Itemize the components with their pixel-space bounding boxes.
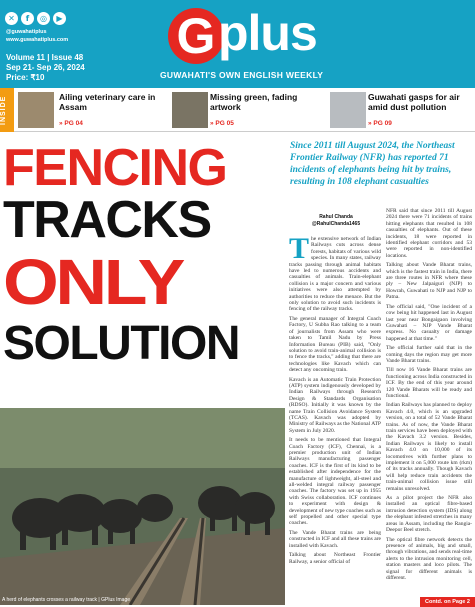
byline: [291, 214, 381, 228]
logo-g-circle: G: [168, 8, 224, 64]
inside-item-pollution[interactable]: [330, 92, 475, 128]
paragraph: The Vande Bharat trains are being constructed in ICF and all these trains are installed with Kavach.: [289, 529, 381, 549]
headline-only: ONLY: [3, 246, 183, 318]
teaser-thumbnail: [330, 92, 366, 128]
youtube-icon[interactable]: ▶: [53, 12, 66, 25]
teaser-page: » PG 05: [210, 120, 234, 127]
photo-caption: A herd of elephants crosses a railway track | GPlus Image: [2, 597, 131, 603]
logo-wordmark: plus: [218, 5, 317, 61]
inside-item-artwork[interactable]: [172, 92, 322, 128]
drop-cap: T: [289, 232, 310, 265]
issue-dates: Sep 21- Sep 26, 2024: [6, 63, 85, 72]
paragraph: The official said, "One incident of a cow being hit happened last in August last year near Bongaigaon involving Guwahati – NJP Vande Bharat express. No casualty or damage happened at that time.": [386, 303, 472, 342]
paragraph: Till now 16 Vande Bharat trains are functioning across India constructed in ICF. By the end of this year around 120 Vande Bharats will be ready and functional.: [386, 367, 472, 399]
inside-item-veterinary[interactable]: [18, 92, 168, 128]
paragraph: The optical fibre network detects the presence of animals, big and small, through vibrations, and sends real-time alerts to the intrusion monitoring cell, station masters and loco pilots. The signal for different animals is different.: [386, 536, 472, 581]
teaser-page: » PG 09: [368, 120, 392, 127]
paragraph: Talking about Northeast Frontier Railway, a senior official of: [289, 552, 381, 565]
inside-bar: [0, 88, 475, 132]
masthead: [0, 0, 475, 88]
paragraph: It needs to be mentioned that Integral Coach Factory (ICF), Chennai, is a premier production unit of Indian Railways manufacturing passenger coaches. ICF is the first of its kind to be established after independence for the manufacture of lightweight, all-steel and all-welded integral railway passenger coaches. The factory was set up in 1955 with Swiss collaboration. ICF continues to experiment with design & development of new type coaches such as self propelled and other special type coaches.: [289, 437, 381, 527]
headline-fencing: FENCING: [3, 139, 227, 197]
paragraph: As a pilot project the NFR also installed an optical fibre-based intrusion detection system (IDS) along the elephant infested stretches in many areas in Assam, including the Rangia-Deepor Beel stretch.: [386, 495, 472, 534]
author-name: Rahul Chanda: [319, 214, 353, 220]
teaser-title: Missing green, fading artwork: [210, 92, 298, 112]
paragraph: Indian Railways has planned to deploy Kavach 4.0, which is an upgraded version, on a total of 52 Vande Bharat trains. As of now, the Vande Bharat train services have been deployed with the Kavach 3.2 version. Besides, Indian Railways is likely to install Kavach 4.0 on 10,000 of its locomotives with further plans to implement it on 5,000 route km (rkm) of its tracks annually. Though Kavach will help reduce train accidents the train-animal collision issue still remains unresolved.: [386, 402, 472, 492]
issue-info: [6, 53, 85, 83]
paragraph: Talking about Vande Bharat trains, which is the fastest train in India, there are three routes in NFR where these ply – New Jalpaiguri (NJP) to Howrah, Guwahati to NJP and NJP to Patna.: [386, 262, 472, 301]
body-column-1: [289, 232, 381, 568]
instagram-icon[interactable]: ◎: [37, 12, 50, 25]
elephant-photo: [0, 408, 285, 605]
teaser-thumbnail: [18, 92, 54, 128]
facebook-icon[interactable]: f: [21, 12, 34, 25]
teaser-title: Ailing veterinary care in Assam: [59, 92, 156, 112]
social-handle[interactable]: @guwahatiplus: [6, 29, 47, 35]
paragraph: NFR said that since 2011 till August 2024 there were 71 incidents of trains hitting elephants that resulted in 108 casualties of elephants. Out of these incidents, 18 were reported in identified elephant corridors and 53 were reported in non-identified locations.: [386, 208, 472, 259]
volume-issue: Volume 11 | Issue 48: [6, 53, 84, 62]
continued-tag[interactable]: Contd. on Page 2: [420, 597, 475, 607]
paragraph: he extensive network of Indian Railways cuts across dense forests, habitats of various wild species. In many states, railway tracks passing through animal habitats have led to numerous accidents and casualties of animals. Train-elephant collision is a major concern and various initiatives were also attempted by authorities to reduce the menace. But the only solution to avoid such incidents is fencing of the railway tracks.: [289, 236, 381, 313]
tagline: GUWAHATI'S OWN ENGLISH WEEKLY: [160, 70, 324, 80]
paragraph: The general manager of Integral Coach Factory, U Subba Rao talking to a team of journalists from Assam who were taken to Tamil Nadu by Press Information Bureau (PIB) said, "Only solution to avoid train-animal collision is to fence the tracks," adding that there are technologies like Kavach which can detect any oncoming train.: [289, 315, 381, 374]
body-column-2: [386, 208, 472, 584]
inside-label: INSIDE: [0, 88, 14, 132]
social-icons: [5, 12, 66, 25]
paragraph: Kavach is an Automatic Train Protection (ATP) system indigenously developed by Indian Railways through Research Design & Standards Organisation (RDSO). Initially it was known by the name Train Collision Avoidance System (TCAS). Kavach was adopted by Ministry of Railways as the National ATP System in July 2020.: [289, 376, 381, 434]
issue-price: Price: ₹10: [6, 73, 45, 82]
website-url[interactable]: www.guwahatiplus.com: [6, 37, 69, 43]
teaser-title: Guwahati gasps for air amid dust pollution: [368, 92, 460, 112]
story-deck: Since 2011 till August 2024, the Northeast Frontier Railway (NFR) has reported 71 incidents of elephants being hit by trains, resulting in 108 elephant casualties: [290, 141, 455, 187]
paragraph: The official further said that in the coming days the region may get more Vande Bharat trains.: [386, 345, 472, 364]
headline-tracks: TRACKS: [3, 191, 211, 249]
headline-solution: SOLUTION: [3, 317, 239, 370]
teaser-page: » PG 04: [59, 120, 83, 127]
twitter-icon[interactable]: ✕: [5, 12, 18, 25]
teaser-thumbnail: [172, 92, 208, 128]
author-handle[interactable]: @RahulChanda1465: [311, 221, 361, 227]
